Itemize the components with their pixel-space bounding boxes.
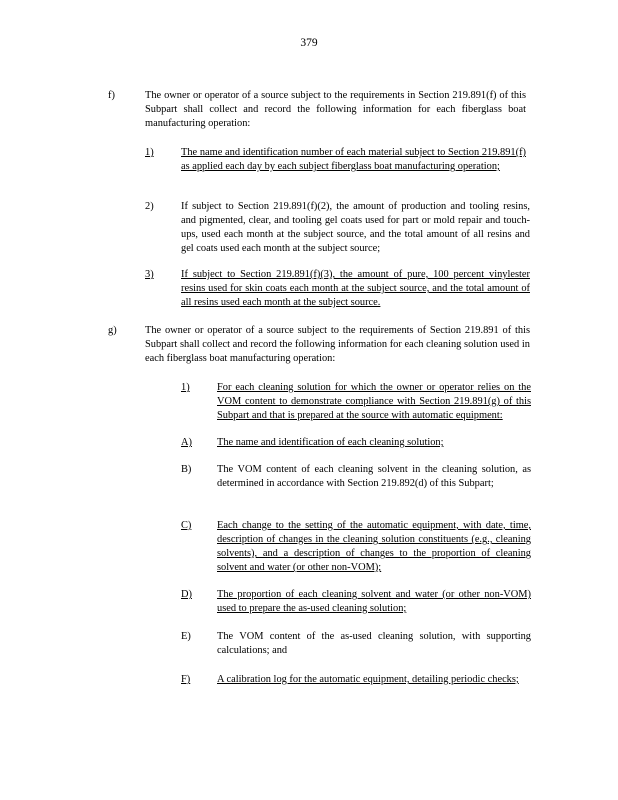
subitem-f-text: A calibration log for the automatic equipment, detailing periodic checks; bbox=[217, 674, 519, 685]
subitem-a-label: A) bbox=[181, 437, 192, 448]
item-f2-label: 2) bbox=[145, 201, 154, 212]
page-number: 379 bbox=[300, 37, 318, 49]
subitem-b-label: B) bbox=[181, 464, 192, 475]
subitem-f-label: F) bbox=[181, 674, 191, 685]
section-f-text-content: The owner or operator of a source subject to the requirements in Section 219.891(f) of this Subpart shall collect and record the following information for each fiberglass boat manufacturing operation: bbox=[145, 90, 526, 129]
subitem-a-text: The name and identification of each cleaning solution; bbox=[217, 437, 444, 448]
item-f2-text: If subject to Section 219.891(f)(2), the amount of production and tooling resins, and pigmented, clear, and tooling gel coats used for part or mold repair and touch-ups, used each month at the subject source, and the total amount of all resins and gel coats used each month at the subject source; bbox=[181, 201, 530, 254]
subitem-e-label: E) bbox=[181, 631, 191, 642]
subitem-c-text: Each change to the setting of the automatic equipment, with date, time, description of changes in the cleaning solution constituents (e.g., cleaning solvents), and a description of changes to the proportion of cleaning solvent and water (or other non-VOM); bbox=[217, 520, 531, 573]
section-f-label: f) bbox=[108, 90, 115, 101]
section-g-text: The owner or operator of a source subject to the requirements of Section 219.891 of this Subpart shall collect and record the following information for each cleaning solution used in each fiberglass boat manufacturing operation: bbox=[145, 325, 530, 364]
item-f1-text: The name and identification number of each material subject to Section 219.891(f) as applied each day by each subject fiberglass boat manufacturing operation; bbox=[181, 147, 526, 172]
subitem-d-label: D) bbox=[181, 589, 192, 600]
subitem-e-text: The VOM content of the as-used cleaning solution, with supporting calculations; and bbox=[217, 631, 531, 656]
section-g-label: g) bbox=[108, 325, 117, 336]
section-f-text bbox=[145, 89, 526, 131]
item-g1-label: 1) bbox=[181, 382, 190, 393]
item-f3-text: If subject to Section 219.891(f)(3), the amount of pure, 100 percent vinylester resins used for skin coats each month at the subject source, and the total amount of all resins used each month at the subject source. bbox=[181, 269, 530, 308]
item-f1-label: 1) bbox=[145, 147, 154, 158]
subitem-b-text: The VOM content of each cleaning solvent in the cleaning solution, as determined in accordance with Section 219.892(d) of this Subpart; bbox=[217, 464, 531, 489]
item-g1-text: For each cleaning solution for which the owner or operator relies on the VOM content to demonstrate compliance with Section 219.891(g) of this Subpart and that is prepared at the source with automatic equipment: bbox=[217, 382, 531, 421]
item-f3-label: 3) bbox=[145, 269, 154, 280]
subitem-d-text: The proportion of each cleaning solvent and water (or other non-VOM) used to prepare the as-used cleaning solution; bbox=[217, 589, 531, 614]
subitem-c-label: C) bbox=[181, 520, 192, 531]
